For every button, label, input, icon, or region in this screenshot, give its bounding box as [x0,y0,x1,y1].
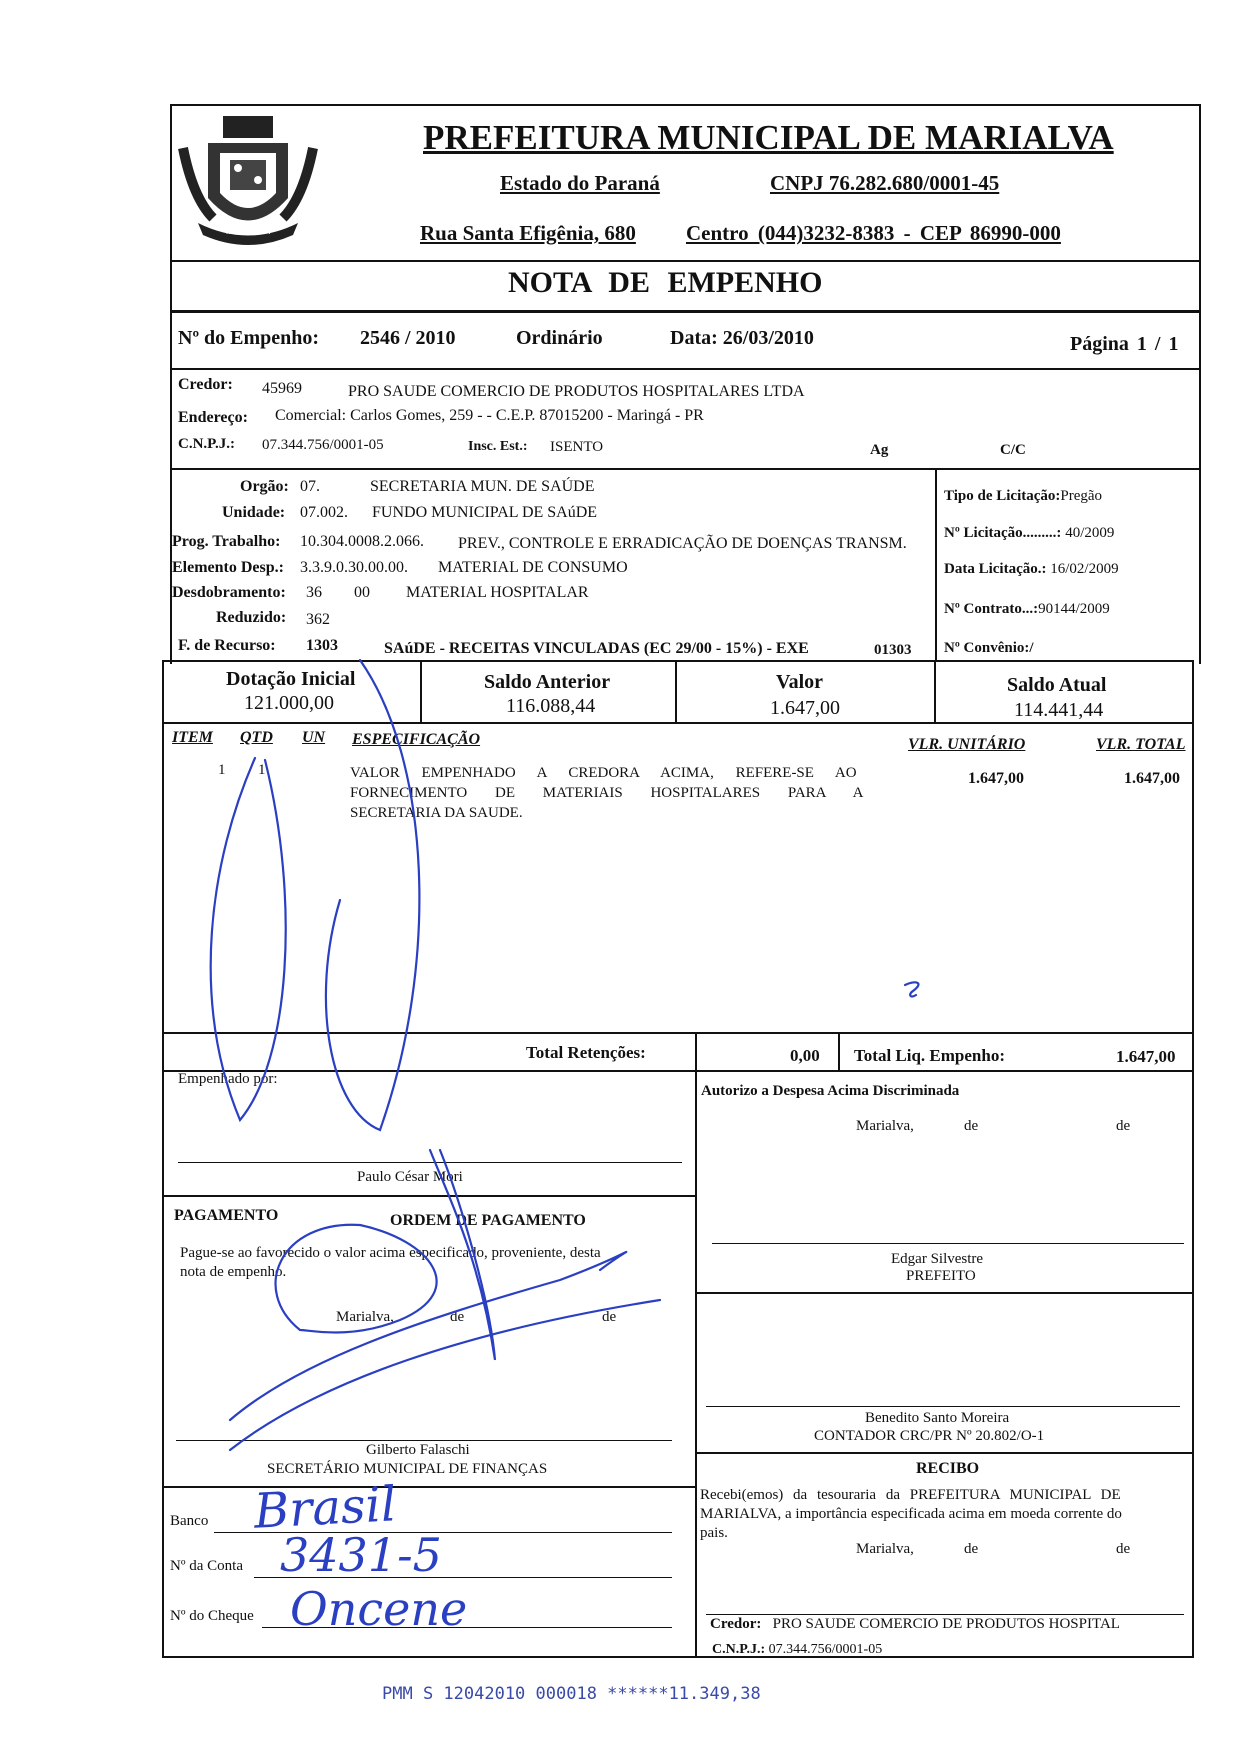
secretario-title: SECRETÁRIO MUNICIPAL DE FINANÇAS [267,1461,548,1477]
document-title: NOTA DE EMPENHO [508,266,823,299]
unidade-value: FUNDO MUNICIPAL DE SAúDE [372,504,598,521]
item-number: 1 [218,762,226,778]
qtd-header: QTD [240,729,273,746]
recibo-text-1: Recebi(emos) da tesouraria da PREFEITURA MUNICIPAL DE [700,1487,1121,1503]
insc-value: ISENTO [550,439,604,455]
autorizo-de-2: de [1116,1118,1131,1134]
reduzido-value: 362 [306,611,330,628]
pague-line-1: Pague-se ao favorecido o valor acima especificado, proveniente, desta [180,1245,601,1261]
recibo-de-1: de [964,1541,979,1557]
page-title: PREFEITURA MUNICIPAL DE MARIALVA [423,118,1114,157]
retencoes-value: 0,00 [790,1046,820,1065]
saldo-anterior-value: 116.088,44 [506,695,596,717]
licitacao-contrato: Nº Contrato...:90144/2009 [944,601,1110,617]
especificacao-header: ESPECIFICAÇÃO [352,731,481,748]
autorizo-label: Autorizo a Despesa Acima Discriminada [701,1083,960,1099]
credor-name: PRO SAUDE COMERCIO DE PRODUTOS HOSPITALARES LTDA [348,383,805,400]
licitacao-numero: Nº Licitação.........: 40/2009 [944,525,1115,541]
saldo-anterior-label: Saldo Anterior [484,671,611,693]
municipal-coat-of-arms [178,108,318,258]
pagamento-de-1: de [450,1309,465,1325]
prog-value: PREV., CONTROLE E ERRADICAÇÃO DE DOENÇAS TRANSM. [458,535,907,552]
desdobramento-value: MATERIAL HOSPITALAR [406,584,589,601]
orgao-code: 07. [300,478,320,495]
unidade-code: 07.002. [300,504,348,521]
empenho-number: 2546 / 2010 [360,327,456,349]
page-number: Página 1 / 1 [1070,333,1179,355]
item-total-value: 1.647,00 [1124,770,1180,787]
banco-handwriting: Brasil [252,1476,398,1540]
conta-handwriting: 3431-5 [280,1528,442,1582]
valor-label: Valor [776,671,824,693]
dotacao-value: 121.000,00 [244,692,334,714]
orgao-label: Orgão: [240,478,289,495]
total-value-header: VLR. TOTAL [1096,736,1186,753]
edgar-name: Edgar Silvestre [891,1251,984,1267]
prog-code: 10.304.0008.2.066. [300,533,424,550]
liquido-label: Total Liq. Empenho: [854,1046,1005,1065]
recurso-code: 1303 [306,637,338,654]
cheque-handwriting: Oncene [290,1582,468,1636]
orgao-value: SECRETARIA MUN. DE SAÚDE [370,478,595,495]
recurso-label: F. de Recurso: [178,637,276,654]
pagamento-marialva: Marialva, [336,1309,394,1325]
valor-value: 1.647,00 [770,697,840,719]
item-header: ITEM [172,729,213,746]
prefeito-title: PREFEITO [906,1268,976,1284]
recibo-credor: Credor: PRO SAUDE COMERCIO DE PRODUTOS HOSPITAL [710,1616,1120,1632]
autorizo-de-1: de [964,1118,979,1134]
pagamento-label: PAGAMENTO [174,1207,279,1224]
liquido-value: 1.647,00 [1116,1047,1176,1066]
cheque-label: Nº do Cheque [170,1608,254,1624]
dotacao-label: Dotação Inicial [226,668,356,690]
recibo-de-2: de [1116,1541,1131,1557]
address-field-label: Endereço: [178,409,248,426]
item-desc-line-3: SECRETARIA DA SAUDE. [350,805,523,821]
cc-label: C/C [1000,442,1026,458]
address-label: Rua Santa Efigênia, 680 [420,221,636,245]
empenhado-por-label: Empenhado por: [178,1071,278,1087]
svg-text:MARIALVA: MARIALVA [225,226,271,236]
unit-value-header: VLR. UNITÁRIO [908,736,1026,753]
cnpj-field-label: C.N.P.J.: [178,436,235,452]
credor-code: 45969 [262,380,302,397]
saldo-atual-value: 114.441,44 [1014,699,1104,721]
reduzido-label: Reduzido: [216,609,287,626]
licitacao-convenio: Nº Convênio:/ [944,640,1034,656]
item-desc-line-2: FORNECIMENTO DE MATERIAIS HOSPITALARES PARA A [350,785,864,801]
footer-stamp: PMM S 12042010 000018 ******11.349,38 [382,1684,761,1704]
credor-label: Credor: [178,376,233,393]
banco-label: Banco [170,1513,209,1529]
recurso-value: SAúDE - RECEITAS VINCULADAS (EC 29/00 - 15%) - EXE [384,640,809,657]
benedito-name: Benedito Santo Moreira [865,1410,1010,1426]
empenho-date: Data: 26/03/2010 [670,327,814,349]
prog-label: Prog. Trabalho: [172,533,281,550]
retencoes-label: Total Retenções: [526,1043,646,1062]
credor-cnpj: 07.344.756/0001-05 [262,437,384,453]
empenho-type: Ordinário [516,327,603,349]
licitacao-data: Data Licitação.: 16/02/2009 [944,561,1119,577]
desdobramento-label: Desdobramento: [172,584,286,601]
saldo-atual-label: Saldo Atual [1007,674,1107,696]
recibo-text-2: MARIALVA, a importância especificada acima em moeda corrente do [700,1506,1122,1522]
ordem-pagamento-label: ORDEM DE PAGAMENTO [390,1212,586,1229]
recibo-marialva: Marialva, [856,1541,914,1557]
unidade-label: Unidade: [222,504,286,521]
recibo-title: RECIBO [916,1460,980,1477]
insc-label: Insc. Est.: [468,439,528,454]
state-label: Estado do Paraná [500,171,660,195]
item-desc-line-1: VALOR EMPENHADO A CREDORA ACIMA, REFERE-SE AO [350,765,857,781]
item-unit-value: 1.647,00 [968,770,1024,787]
contador-title: CONTADOR CRC/PR Nº 20.802/O-1 [814,1428,1045,1444]
ag-label: Ag [870,442,889,458]
recurso-code-2: 01303 [874,642,912,658]
contact-label: Centro (044)3232-8383 - CEP 86990-000 [686,221,1061,245]
desdobramento-code-1: 36 [306,584,322,601]
elemento-code: 3.3.9.0.30.00.00. [300,559,408,576]
recibo-text-3: pais. [700,1525,728,1541]
un-header: UN [302,729,326,746]
elemento-label: Elemento Desp.: [172,559,284,576]
elemento-value: MATERIAL DE CONSUMO [438,559,628,576]
cnpj-label: CNPJ 76.282.680/0001-45 [770,171,1000,195]
autorizo-marialva: Marialva, [856,1118,914,1134]
conta-label: Nº da Conta [170,1558,243,1574]
gilberto-name: Gilberto Falaschi [366,1442,470,1458]
licitacao-tipo: Tipo de Licitação:Pregão [944,488,1103,504]
recibo-cnpj: C.N.P.J.: 07.344.756/0001-05 [712,1642,883,1657]
pague-line-2: nota de empenho. [180,1264,287,1280]
paulo-name: Paulo César Mori [357,1169,463,1185]
item-qtd: 1 [258,762,266,778]
pagamento-de-2: de [602,1309,617,1325]
empenho-number-label: Nº do Empenho: [178,327,320,349]
credor-address: Comercial: Carlos Gomes, 259 - - C.E.P. 87015200 - Maringá - PR [275,407,704,424]
desdobramento-code-2: 00 [354,584,370,601]
